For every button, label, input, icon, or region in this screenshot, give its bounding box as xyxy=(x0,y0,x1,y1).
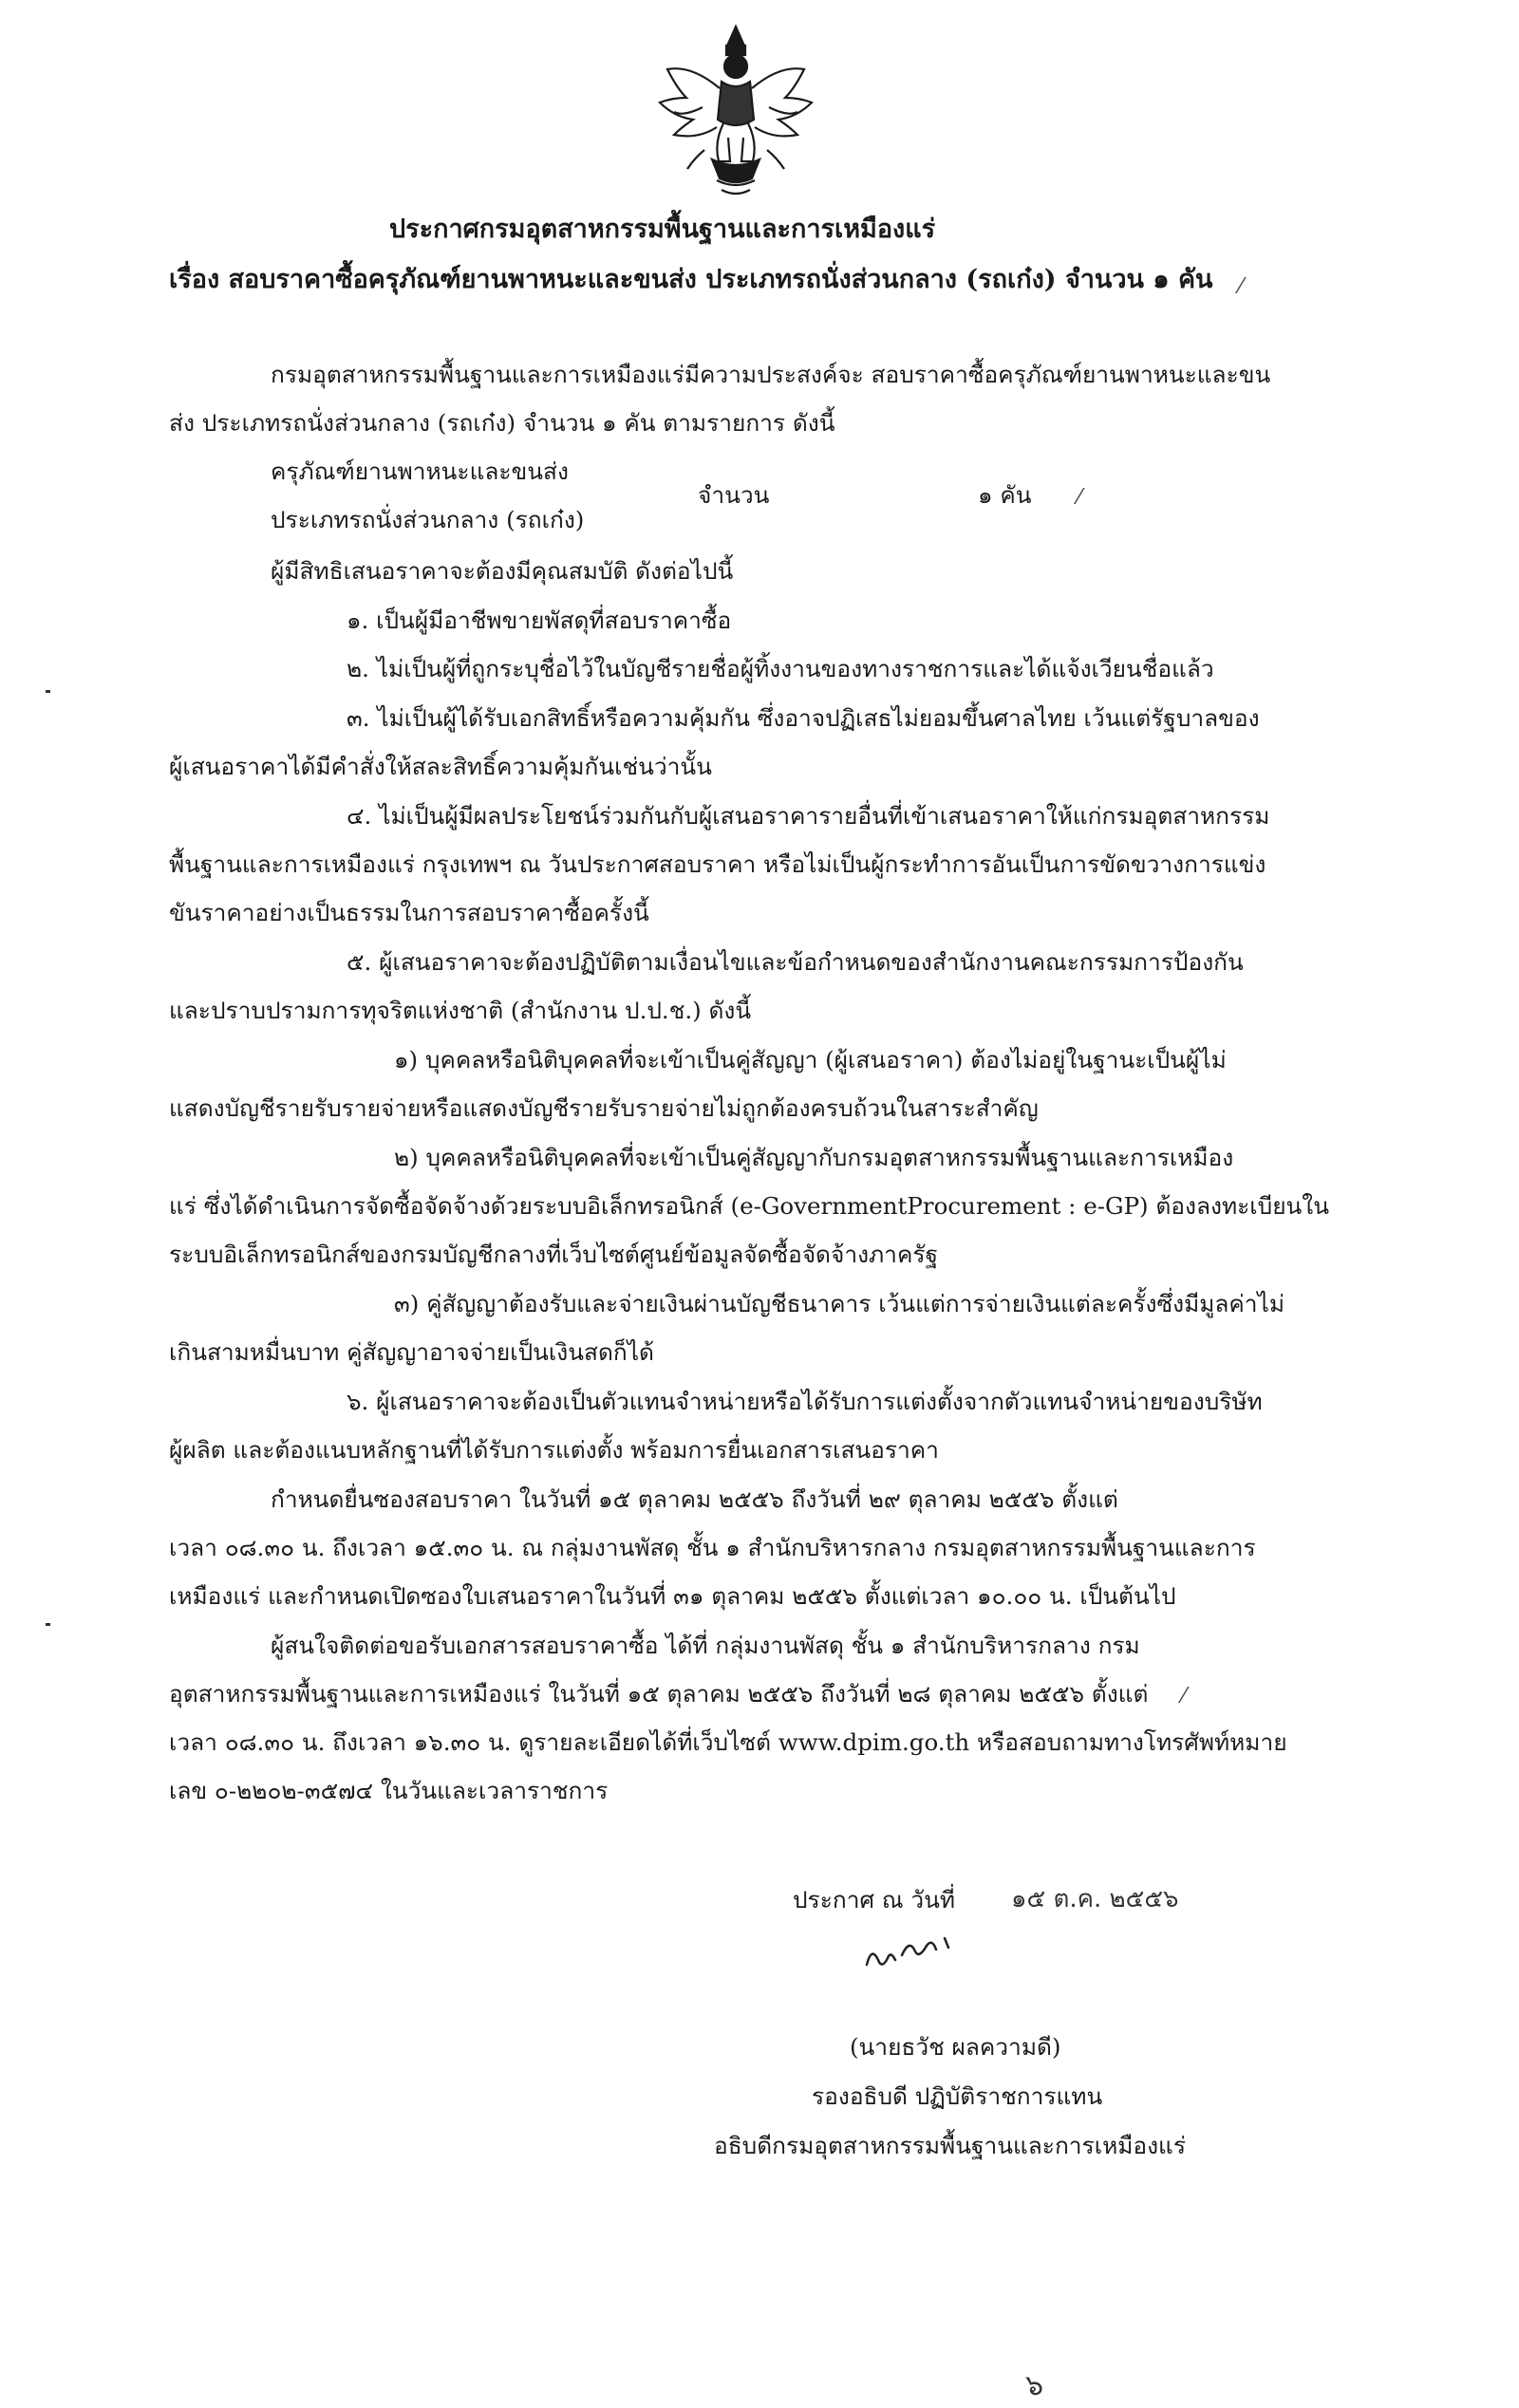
page-number: ๖ xyxy=(1025,2369,1044,2402)
schedule-line-3: เหมืองแร่ และกำหนดเปิดซองใบเสนอราคาในวันที่ ๓๑ ตุลาคม ๒๕๕๖ ตั้งแต่เวลา ๑๐.๐๐ น. เป็นต้นไป xyxy=(169,1582,1176,1610)
item-quantity-value: ๑ คัน xyxy=(978,481,1032,509)
qualification-5-line-2: และปราบปรามการทุจริตแห่งชาติ (สำนักงาน ป.ป.ช.) ดังนี้ xyxy=(169,997,752,1024)
announce-date-label: ประกาศ ณ วันที่ xyxy=(793,1886,955,1913)
qualification-4-line-1: ๔. ไม่เป็นผู้มีผลประโยชน์ร่วมกันกับผู้เสนอราคารายอื่นที่เข้าเสนอราคาให้แก่กรมอุตสาหกรรม xyxy=(347,802,1270,830)
scan-speck xyxy=(46,690,50,693)
qualifications-intro: ผู้มีสิทธิเสนอราคาจะต้องมีคุณสมบัติ ดังต่อไปนี้ xyxy=(271,557,734,585)
announcement-title: ประกาศกรมอุตสาหกรรมพื้นฐานและการเหมืองแร่ xyxy=(389,215,936,244)
announce-date-handwritten: ๑๕ ต.ค. ๒๕๕๖ xyxy=(1011,1885,1179,1913)
qualification-1: ๑. เป็นผู้มีอาชีพขายพัสดุที่สอบราคาซื้อ xyxy=(347,607,732,634)
contact-line-2: อุตสาหกรรมพื้นฐานและการเหมืองแร่ ในวันที่ ๑๕ ตุลาคม ๒๕๕๖ ถึงวันที่ ๒๘ ตุลาคม ๒๕๕๖ ตั้งแต่ xyxy=(169,1680,1149,1708)
announcement-subject: เรื่อง สอบราคาซื้อครุภัณฑ์ยานพาหนะและขนส่ง ประเภทรถนั่งส่วนกลาง (รถเก๋ง) จำนวน ๑ คัน xyxy=(169,265,1213,294)
sub-item-2-line-2: แร่ ซึ่งได้ดำเนินการจัดซื้อจัดจ้างด้วยระบบอิเล็กทรอนิกส์ (e-GovernmentProcurement : e-GP) ต้องลงทะเบียนใน xyxy=(169,1192,1330,1220)
sub-item-2-line-3: ระบบอิเล็กทรอนิกส์ของกรมบัญชีกลางที่เว็บไซต์ศูนย์ข้อมูลจัดซื้อจัดจ้างภาครัฐ xyxy=(169,1241,939,1268)
sub-item-2-line-1: ๒) บุคคลหรือนิติบุคคลที่จะเข้าเป็นคู่สัญญากับกรมอุตสาหกรรมพื้นฐานและการเหมือง xyxy=(394,1144,1234,1171)
scan-speck xyxy=(46,1623,50,1626)
tick-mark: ⁄ xyxy=(1078,486,1081,510)
schedule-line-1: กำหนดยื่นซองสอบราคา ในวันที่ ๑๕ ตุลาคม ๒๕๕๖ ถึงวันที่ ๒๙ ตุลาคม ๒๕๕๖ ตั้งแต่ xyxy=(271,1485,1118,1513)
sub-item-1-line-1: ๑) บุคคลหรือนิติบุคคลที่จะเข้าเป็นคู่สัญญา (ผู้เสนอราคา) ต้องไม่อยู่ในฐานะเป็นผู้ไม่ xyxy=(394,1046,1227,1073)
qualification-3-line-1: ๓. ไม่เป็นผู้ได้รับเอกสิทธิ์หรือความคุ้มกัน ซึ่งอาจปฏิเสธไม่ยอมขึ้นศาลไทย เว้นแต่รัฐบาลของ xyxy=(347,704,1260,732)
contact-line-3: เวลา ๐๘.๓๐ น. ถึงเวลา ๑๖.๓๐ น. ดูรายละเอียดได้ที่เว็บไซต์ www.dpim.go.th หรือสอบถามทางโทรศัพท์หมาย xyxy=(169,1728,1287,1756)
qualification-5-line-1: ๕. ผู้เสนอราคาจะต้องปฏิบัติตามเงื่อนไขและข้อกำหนดของสำนักงานคณะกรรมการป้องกัน xyxy=(347,948,1244,976)
qualification-2: ๒. ไม่เป็นผู้ที่ถูกระบุชื่อไว้ในบัญชีรายชื่อผู้ทิ้งงานของทางราชการและได้แจ้งเวียนชื่อแล้ว xyxy=(347,655,1214,682)
contact-line-1: ผู้สนใจติดต่อขอรับเอกสารสอบราคาซื้อ ได้ที่ กลุ่มงานพัสดุ ชั้น ๑ สำนักบริหารกลาง กรม xyxy=(271,1632,1140,1659)
garuda-emblem-icon xyxy=(646,17,826,202)
sub-item-3-line-1: ๓) คู่สัญญาต้องรับและจ่ายเงินผ่านบัญชีธนาคาร เว้นแต่การจ่ายเงินแต่ละครั้งซึ่งมีมูลค่าไม่ xyxy=(394,1290,1285,1317)
item-name-line-2: ประเภทรถนั่งส่วนกลาง (รถเก๋ง) xyxy=(271,506,585,533)
item-name-line-1: ครุภัณฑ์ยานพาหนะและขนส่ง xyxy=(271,457,569,485)
contact-line-4: เลข ๐-๒๒๐๒-๓๕๗๔ ในวันและเวลาราชการ xyxy=(169,1777,609,1804)
signatory-position-1: รองอธิบดี ปฏิบัติราชการแทน xyxy=(812,2082,1103,2110)
qualification-6-line-2: ผู้ผลิต และต้องแนบหลักฐานที่ได้รับการแต่งตั้ง พร้อมการยื่นเอกสารเสนอราคา xyxy=(169,1436,939,1464)
qualification-4-line-3: ขันราคาอย่างเป็นธรรมในการสอบราคาซื้อครั้งนี้ xyxy=(169,899,649,926)
sub-item-1-line-2: แสดงบัญชีรายรับรายจ่ายหรือแสดงบัญชีรายรับรายจ่ายไม่ถูกต้องครบถ้วนในสาระสำคัญ xyxy=(169,1094,1039,1122)
qualification-4-line-2: พื้นฐานและการเหมืองแร่ กรุงเทพฯ ณ วันประกาศสอบราคา หรือไม่เป็นผู้กระทำการอันเป็นการขัดขวางการแข่ง xyxy=(169,850,1266,878)
qualification-3-line-2: ผู้เสนอราคาได้มีคำสั่งให้สละสิทธิ์ความคุ้มกันเช่นว่านั้น xyxy=(169,753,712,780)
signatory-position-2: อธิบดีกรมอุตสาหกรรมพื้นฐานและการเหมืองแร่ xyxy=(714,2132,1186,2159)
intro-line-2: ส่ง ประเภทรถนั่งส่วนกลาง (รถเก๋ง) จำนวน ๑ คัน ตามรายการ ดังนี้ xyxy=(169,409,835,437)
sub-item-3-line-2: เกินสามหมื่นบาท คู่สัญญาอาจจ่ายเป็นเงินสดก็ได้ xyxy=(169,1338,654,1366)
intro-line-1: กรมอุตสาหกรรมพื้นฐานและการเหมืองแร่มีความประสงค์จะ สอบราคาซื้อครุภัณฑ์ยานพาหนะและขน xyxy=(271,361,1271,388)
tick-mark: ⁄ xyxy=(1239,275,1243,299)
item-quantity-label: จำนวน xyxy=(698,481,770,509)
schedule-line-2: เวลา ๐๘.๓๐ น. ถึงเวลา ๑๕.๓๐ น. ณ กลุ่มงานพัสดุ ชั้น ๑ สำนักบริหารกลาง กรมอุตสาหกรรมพื้นฐานและการ xyxy=(169,1534,1256,1561)
signature-icon xyxy=(859,1927,973,1984)
tick-mark: ⁄ xyxy=(1182,1685,1186,1708)
qualification-6-line-1: ๖. ผู้เสนอราคาจะต้องเป็นตัวแทนจำหน่ายหรือได้รับการแต่งตั้งจากตัวแทนจำหน่ายของบริษัท xyxy=(347,1388,1263,1415)
signatory-name: (นายธวัช ผลความดี) xyxy=(850,2033,1061,2061)
